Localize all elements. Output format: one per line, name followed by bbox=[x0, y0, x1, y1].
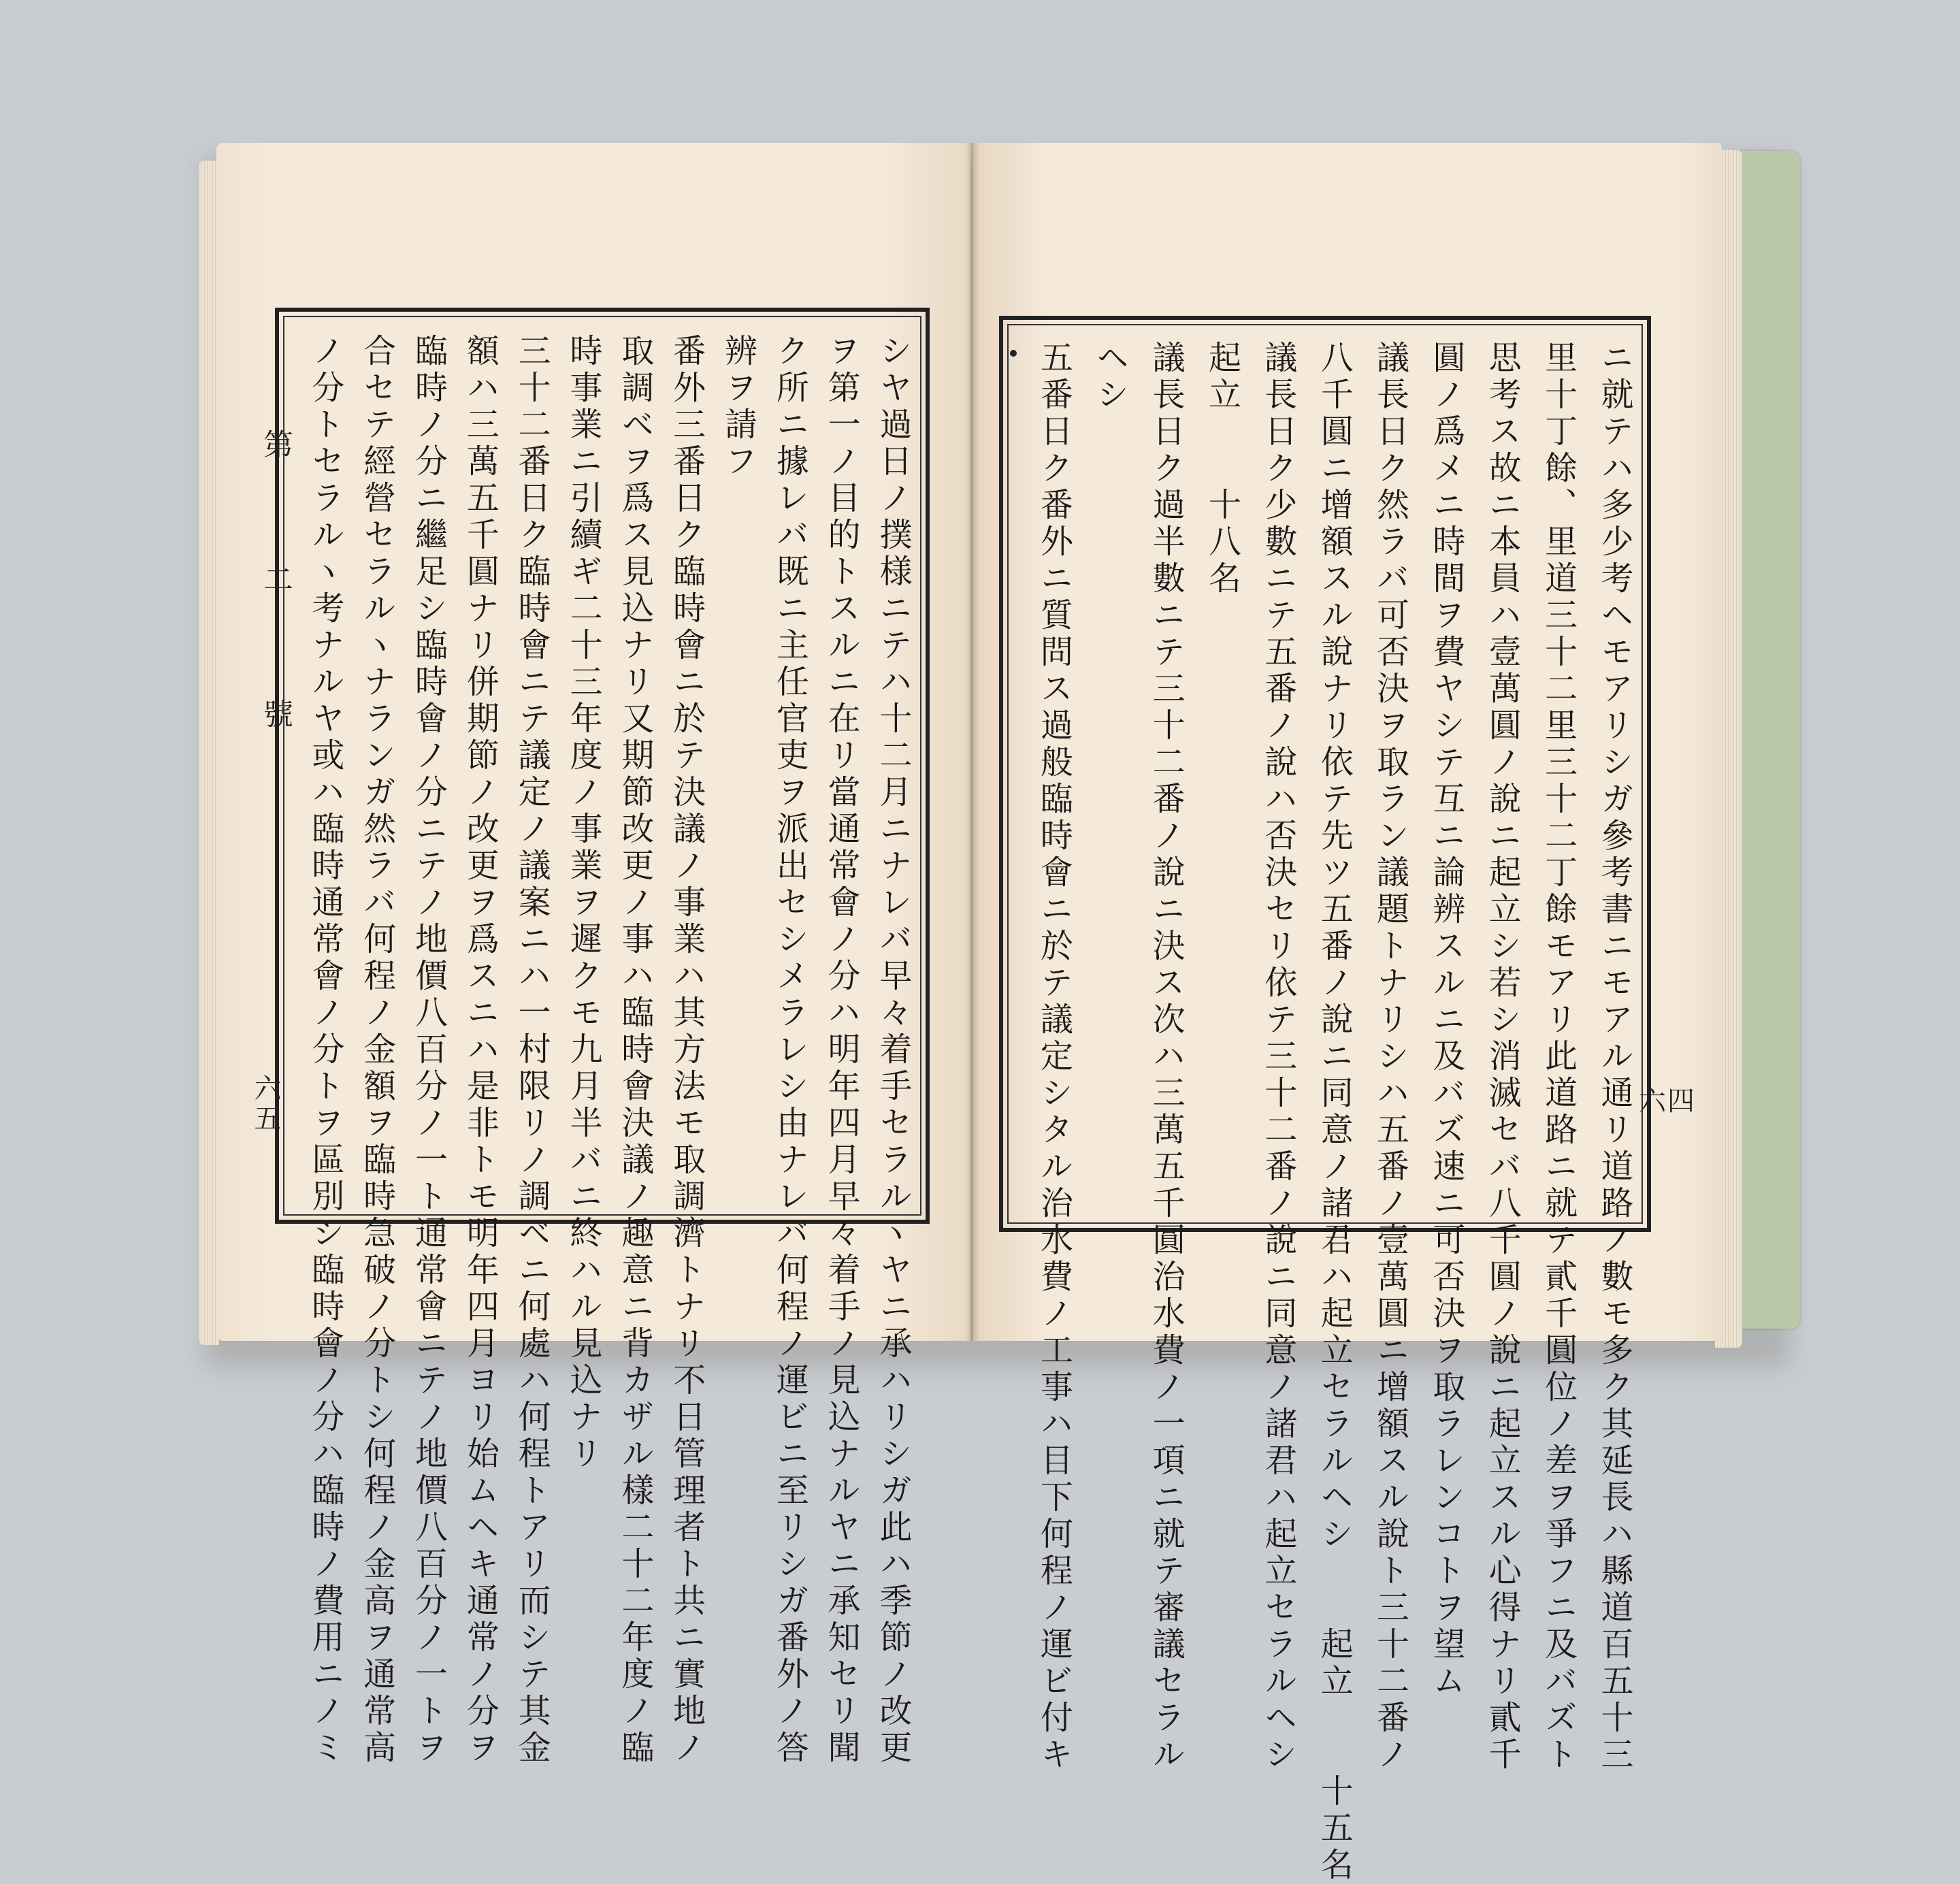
text-column: ノ分トセラルヽ考ナルヤ或ハ臨時通常會ノ分トヲ區別シ臨時會ノ分ハ臨時ノ費用ニノミ bbox=[306, 334, 344, 1767]
text-column: 起立 十八名 bbox=[1203, 340, 1241, 598]
text-column: シヤ過日ノ撲様ニテハ十二月ニナレバ早々着手セラルヽヤニ承ハリシガ此ハ季節ノ改更 bbox=[874, 334, 912, 1767]
book-spine bbox=[965, 143, 980, 1341]
text-column: 議長日ク然ラバ可否決ヲ取ラン議題トナリシハ五番ノ壹萬圓ニ增額スル說ト三十二番ノ bbox=[1371, 340, 1409, 1774]
text-column: 額ハ三萬五千圓ナリ併期節ノ改更ヲ爲スニハ是非トモ明年四月ヨリ始ムヘキ通常ノ分ヲ bbox=[461, 334, 500, 1767]
text-column: 三十二番日ク臨時會ニテ議定ノ議案ニハ一村限リノ調ベニ何處ハ何程トアリ而シテ其金 bbox=[512, 334, 551, 1767]
text-column: 里十丁餘、里道三十二里三十二丁餘モアリ此道路ニ就テ貳千圓位ノ差ヲ爭フニ及バズト bbox=[1539, 340, 1578, 1774]
text-column: 合セテ經營セラルヽナランガ然ラバ何程ノ金額ヲ臨時急破ノ分トシ何程ノ金高ヲ通常高 bbox=[357, 334, 396, 1767]
text-column: 時事業ニ引續ギ二十三年度ノ事業ヲ遲クモ九月半バニ終ハル見込ナリ bbox=[564, 334, 602, 1473]
left-text-block bbox=[293, 334, 912, 1767]
text-column: ニ就テハ多少考ヘモアリシガ參考書ニモアル通リ道路ノ數モ多ク其延長ハ縣道百五十三 bbox=[1595, 340, 1633, 1774]
left-folio: 六五 bbox=[250, 1074, 281, 1134]
text-column: 五番日ク番外ニ質問ス過般臨時會ニ於テ議定シタル治水費ノ工事ハ目下何程ノ運ビ付キ bbox=[1034, 340, 1073, 1774]
text-column: 番外三番日ク臨時會ニ於テ決議ノ事業ハ其方法モ取調濟トナリ不日管理者ト共ニ實地ノ bbox=[667, 334, 706, 1767]
text-column: 圓ノ爲メニ時間ヲ費ヤシテ互ニ論辨スルニ及バズ速ニ可否決ヲ取ラレンコトヲ望ム bbox=[1426, 340, 1465, 1700]
right-text-block bbox=[1017, 340, 1633, 1884]
text-column: 八千圓ニ增額スル說ナリ依テ先ツ五番ノ說ニ同意ノ諸君ハ起立セラルヘシ 起立 十五名 bbox=[1315, 340, 1354, 1884]
margin-dot bbox=[1010, 350, 1017, 357]
text-column: 辨ヲ請フ bbox=[719, 334, 757, 481]
text-column: 議長日ク少數ニテ五番ノ說ハ否決セリ依テ三十二番ノ說ニ同意ノ諸君ハ起立セラルヘシ bbox=[1258, 340, 1297, 1774]
text-column: 臨時ノ分ニ繼足シ臨時會ノ分ニテノ地價八百分ノ一ト通常會ニテノ地價八百分ノ一トヲ bbox=[409, 334, 448, 1767]
text-column: 議長日ク過半數ニテ三十二番ノ說ニ決ス次ハ三萬五千圓治水費ノ一項ニ就テ審議セラル bbox=[1147, 340, 1186, 1774]
text-column: 思考ス故ニ本員ハ壹萬圓ノ說ニ起立シ若シ消滅セバ八千圓ノ說ニ起立スル心得ナリ貳千 bbox=[1483, 340, 1522, 1774]
running-header: 第 二 號 bbox=[258, 429, 293, 776]
text-column: 取調ベヲ爲ス見込ナリ又期節改更ノ事ハ臨時會決議ノ趣意ニ背カザル樣二十二年度ノ臨 bbox=[615, 334, 654, 1767]
right-folio: 六四 bbox=[1639, 1086, 1696, 1117]
text-column: ヲ第一ノ目的トスルニ在リ當通常會ノ分ハ明年四月早々着手ノ見込ナルヤニ承知セリ聞 bbox=[822, 334, 861, 1767]
text-column: ク所ニ據レバ既ニ主任官吏ヲ派出セシメラレシ由ナレバ何程ノ運ビニ至リシガ番外ノ答 bbox=[770, 334, 809, 1767]
text-column: ヘシ bbox=[1090, 340, 1129, 414]
